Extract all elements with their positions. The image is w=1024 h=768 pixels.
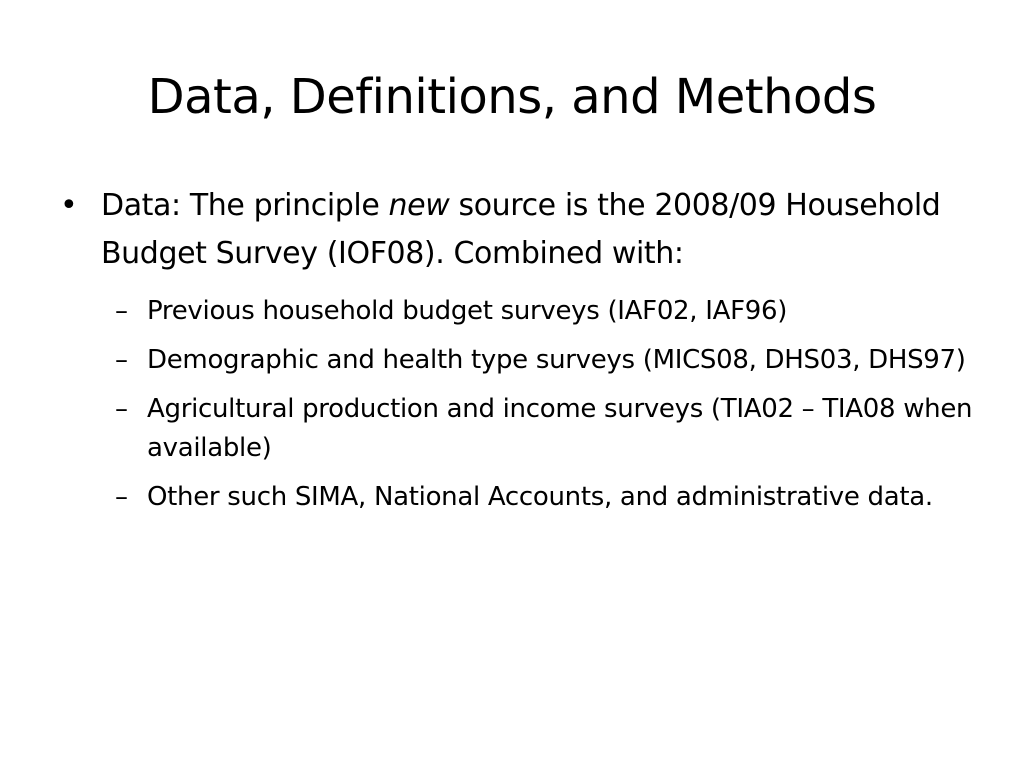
dash-icon: – [115,482,128,512]
main-bullet [60,182,980,278]
sub-bullet-item [115,341,980,380]
dash-icon: – [115,296,128,326]
bullet-dot-icon: • [60,188,78,223]
sub-bullet-item [115,390,980,468]
sub-bullet-item [115,478,980,517]
sub-bullet-list [60,292,980,517]
sub-bullet-text: Demographic and health type surveys (MICS08, DHS03, DHS97) [147,345,966,375]
slide-content [60,182,980,527]
main-bullet-prefix: Data: The principle [101,188,389,223]
dash-icon: – [115,394,128,424]
slide-title: Data, Definitions, and Methods [147,69,877,125]
sub-bullet-item [115,292,980,331]
sub-bullet-text: Previous household budget surveys (IAF02, IAF96) [147,296,788,326]
sub-bullet-text: Other such SIMA, National Accounts, and administrative data. [147,482,933,512]
main-bullet-emphasis: new [388,188,450,223]
dash-icon: – [115,345,128,375]
main-bullet-suffix: source is the 2008/09 Household Budget Survey (IOF08). Combined with: [101,188,941,271]
sub-bullet-text: Agricultural production and income surveys (TIA02 – TIA08 when available) [147,394,973,463]
